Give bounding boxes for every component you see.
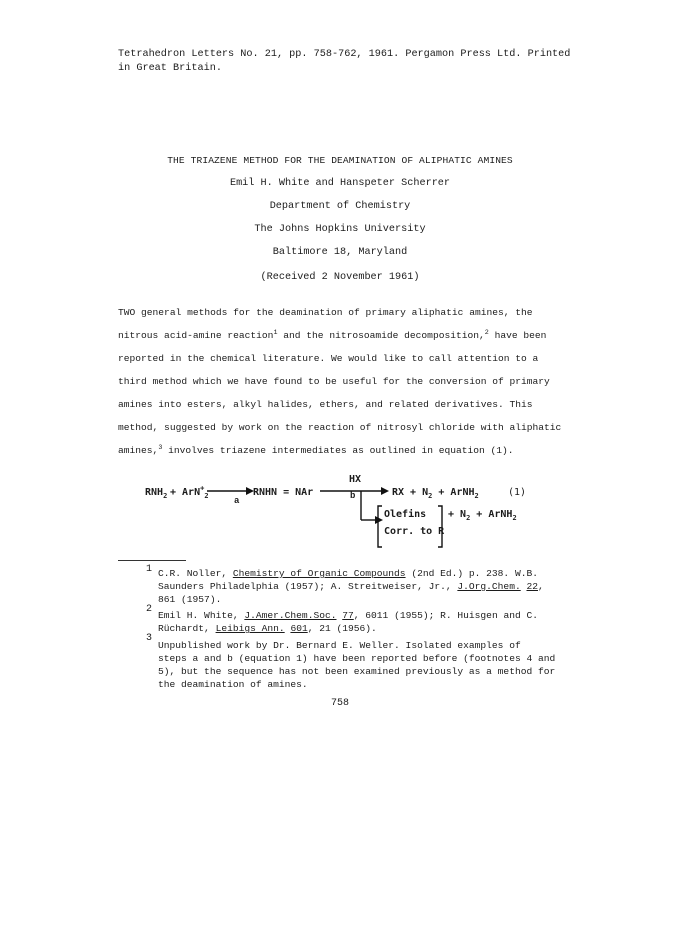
reagent-hx: HX — [349, 474, 362, 485]
footnote-3-line-3: 5), but the sequence has not been examined previously as a method for — [158, 666, 556, 677]
book-title-link: Chemistry of Organic Compounds — [232, 568, 406, 579]
body-line-1: TWO general methods for the deamination of primary aliphatic amines, the — [118, 307, 533, 318]
arrow-step-a — [205, 484, 255, 504]
footnote-3-line-2: steps a and b (equation 1) have been reported before (footnotes 4 and — [158, 653, 556, 664]
received-date: (Received 2 November 1961) — [260, 272, 420, 283]
affiliation-city: Baltimore 18, Maryland — [272, 247, 408, 258]
footnote-2-marker: 2 — [146, 604, 153, 615]
body-line-2: nitrous acid-amine reaction$^1$ and the nitrosoamide decomposition,$^2$ have been — [118, 328, 547, 341]
footnote-3-line-1: Unpublished work by Dr. Bernard E. Weller. Isolated examples of — [158, 640, 521, 651]
body-line-6: method, suggested by work on the reaction of nitrosyl chloride with aliphatic — [118, 422, 562, 433]
footnote-1-marker: 1 — [146, 564, 153, 575]
reactant-diazonium: + ArN+$_2$ — [170, 484, 209, 500]
triazene-intermediate: RNHN = NAr — [253, 487, 314, 498]
authors: Emil H. White and Hanspeter Scherrer — [229, 178, 451, 189]
affiliation-department: Department of Chemistry — [269, 201, 411, 212]
footnote-1-line-3: 861 (1957). — [158, 594, 222, 605]
footnote-3-marker: 3 — [146, 633, 153, 644]
side-product-corr: Corr. to R — [384, 526, 445, 537]
label-step-a: a — [234, 496, 240, 506]
side-product-olefins: Olefins — [384, 509, 427, 520]
reactant-amine: $RNH_2$ — [145, 487, 168, 500]
side-products-n2-arnh2: + $N_2$ + ArNH$_2$ — [448, 509, 517, 522]
footnote-2-line-2: Rüchardt, Leibigs Ann. 601, 21 (1956). — [158, 623, 377, 634]
products-main: RX + $N_2$ + ArNH$_2$ — [392, 487, 479, 500]
footnote-3-line-4: the deamination of amines. — [158, 679, 308, 690]
label-step-b: b — [350, 491, 356, 501]
body-line-4: third method which we have found to be useful for the conversion of primary — [118, 376, 550, 387]
footnote-ref-1[interactable]: 1 — [273, 328, 278, 337]
article-title: THE TRIAZENE METHOD FOR THE DEAMINATION OF ALIPHATIC AMINES — [167, 155, 513, 166]
footnote-1-line-2: Saunders Philadelphia (1957); A. Streitweiser, Jr., J.Org.Chem. 22, — [158, 581, 544, 592]
journal-header-line-1: Tetrahedron Letters No. 21, pp. 758-762, 1961. Pergamon Press Ltd. Printed — [118, 49, 571, 60]
footnote-separator — [118, 560, 186, 561]
footnote-ref-3[interactable]: 3 — [158, 443, 163, 452]
footnote-ref-2[interactable]: 2 — [484, 328, 489, 337]
body-line-5: amines into esters, alkyl halides, ethers, and related derivatives. This — [118, 399, 533, 410]
footnote-2-line-1: Emil H. White, J.Amer.Chem.Soc. 77, 6011 (1955); R. Huisgen and C. — [158, 610, 538, 621]
footnote-1-line-1: C.R. Noller, Chemistry of Organic Compounds (2nd Ed.) p. 238. W.B. — [158, 568, 538, 579]
equation-number: (1) — [508, 487, 527, 498]
page-number: 758 — [330, 698, 349, 709]
body-line-7: amines,$^3$ involves triazene intermediates as outlined in equation (1). — [118, 443, 514, 456]
affiliation-university: The Johns Hopkins University — [254, 224, 426, 235]
body-line-3: reported in the chemical literature. We would like to call attention to a — [118, 353, 539, 364]
journal-header-line-2: in Great Britain. — [118, 63, 222, 74]
